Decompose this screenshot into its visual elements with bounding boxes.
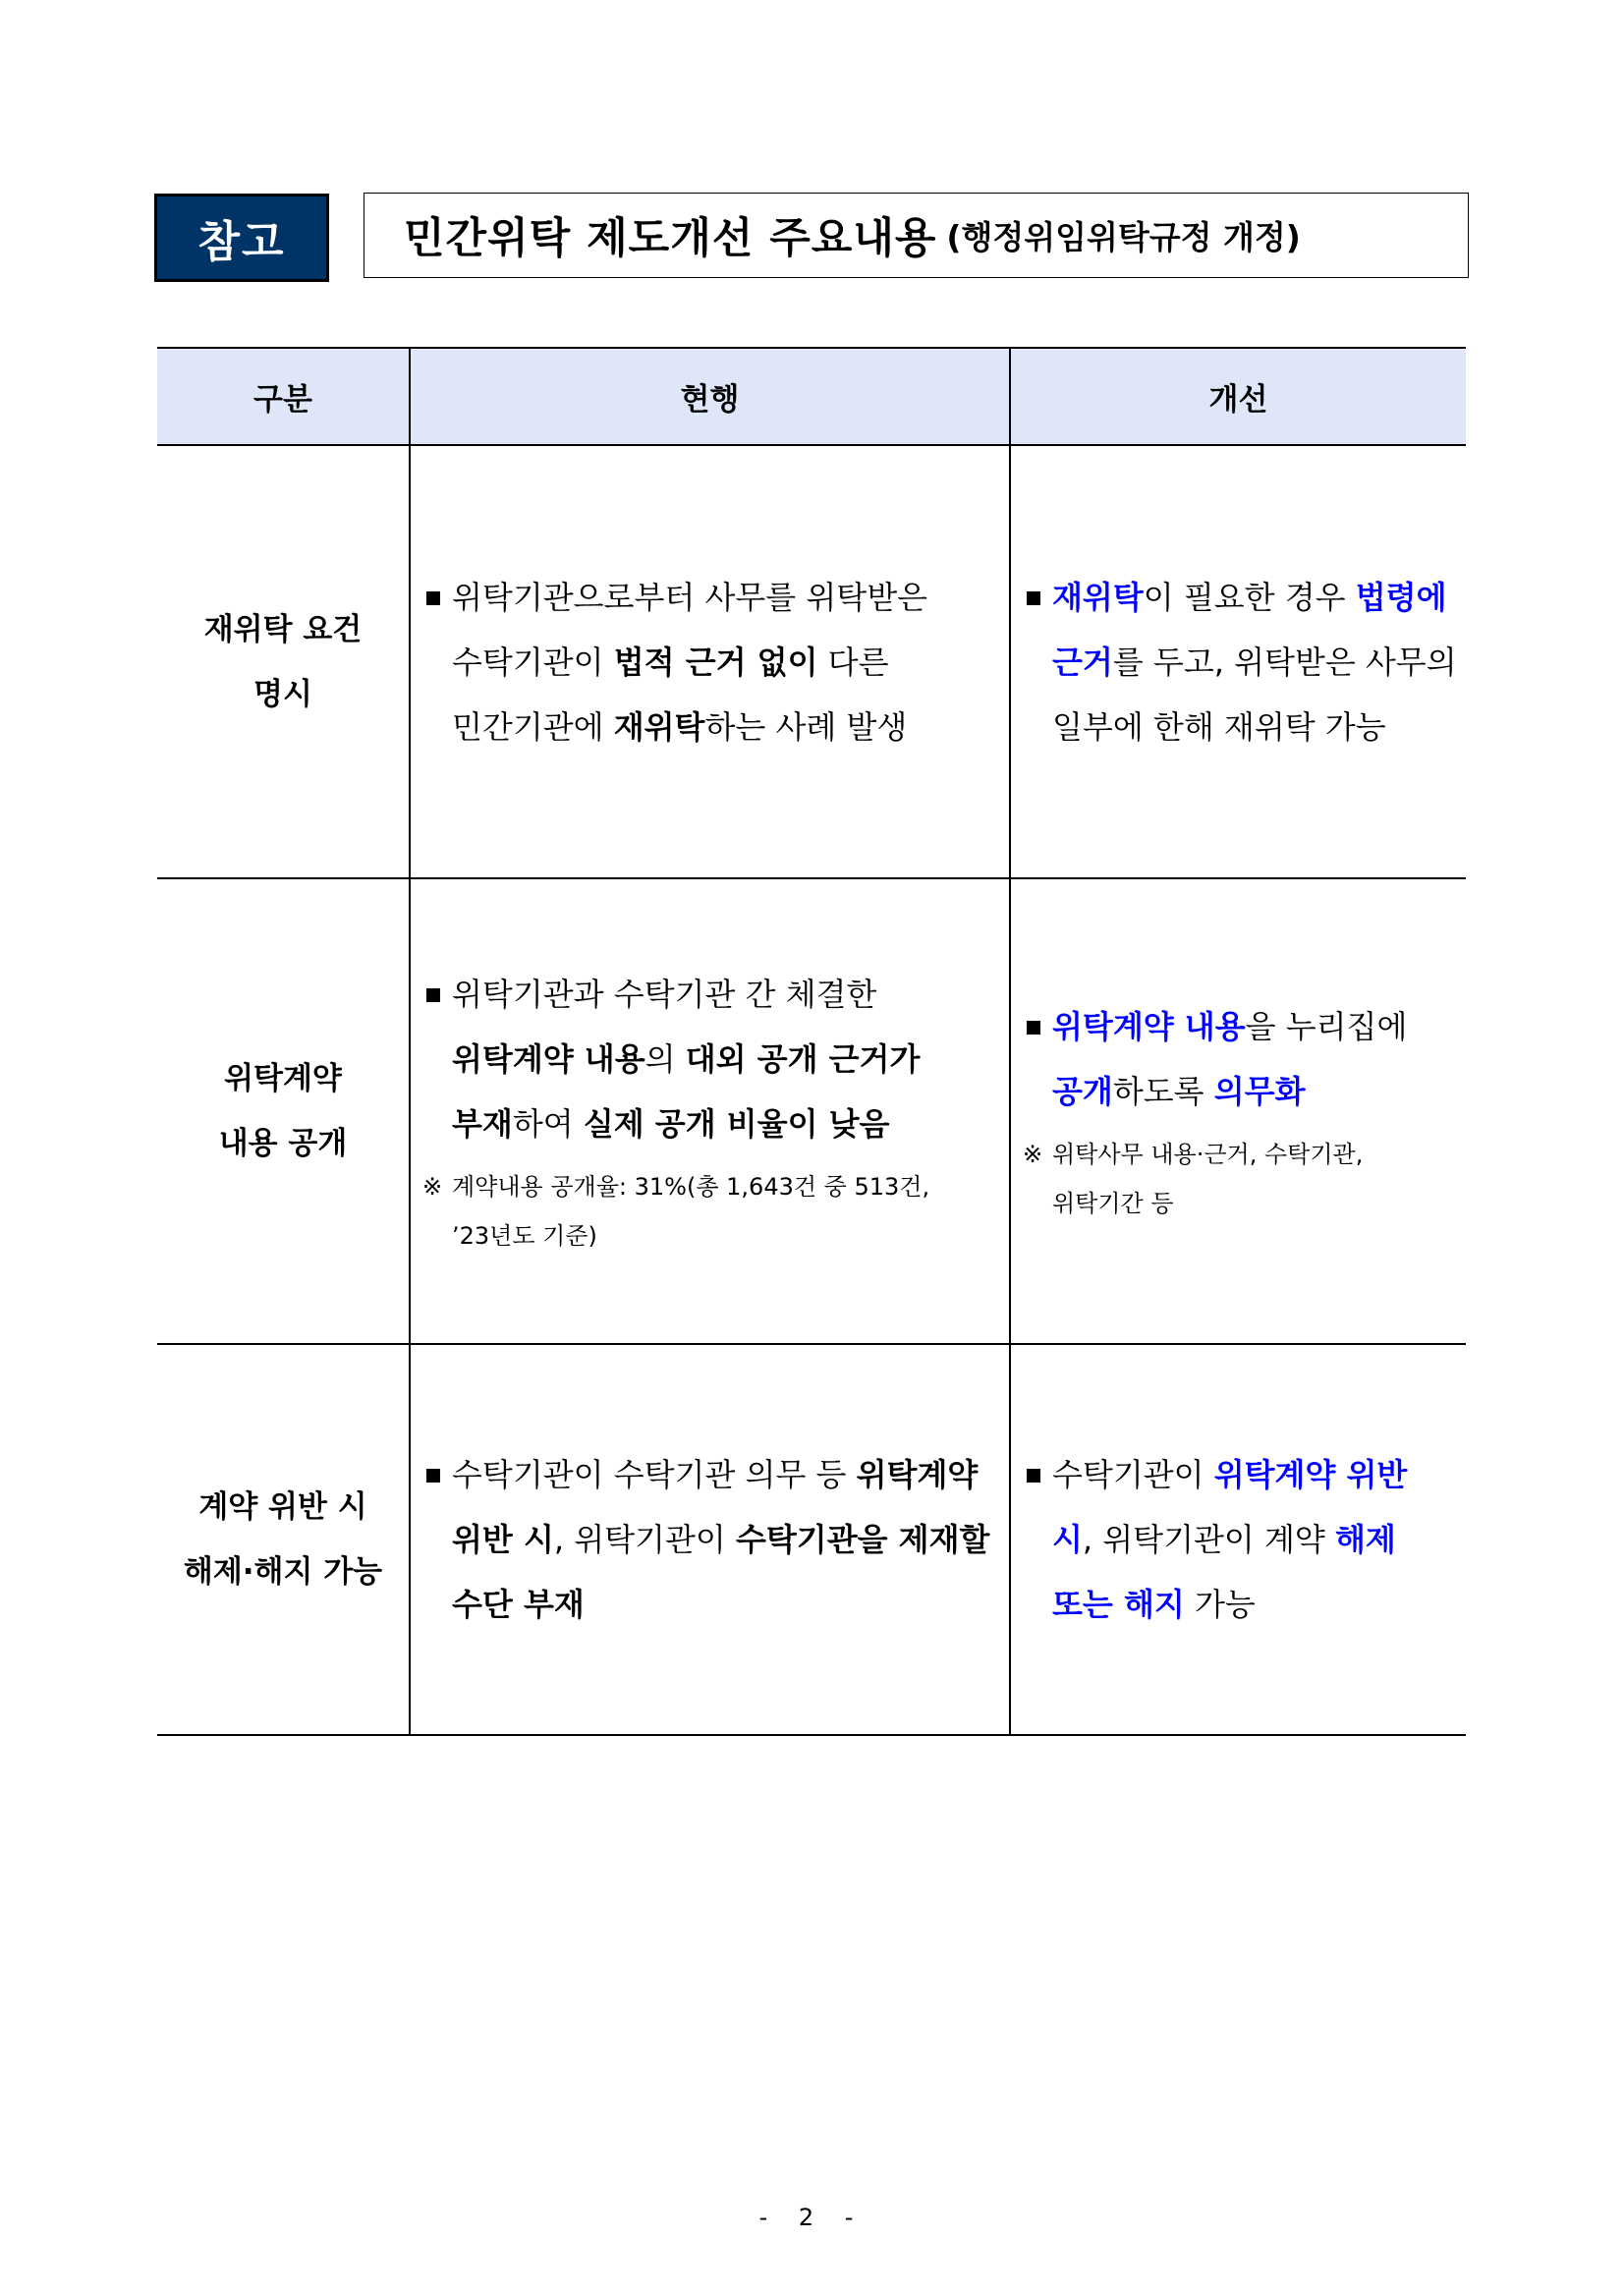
table-row bbox=[157, 878, 1466, 1344]
column-header-improved: 개선 bbox=[1010, 348, 1466, 445]
text-segment: 하는 사례 발생 bbox=[704, 707, 908, 746]
text-segment: 위탁기관으로부터 사무를 위탁받은 수탁기관이 bbox=[452, 578, 928, 681]
improved-bullet-text bbox=[1023, 565, 1458, 759]
column-header-category: 구분 bbox=[157, 348, 410, 445]
emphasis-segment: 수탁기관을 제재할 수단 부재 bbox=[452, 1521, 990, 1623]
row-category-cell bbox=[157, 445, 410, 878]
row-category-label bbox=[157, 597, 409, 727]
improved-bullet-text bbox=[1023, 994, 1458, 1124]
row-category-line: 위탁계약 bbox=[224, 1061, 342, 1096]
reference-mark-icon: ※ bbox=[1023, 1141, 1043, 1168]
improved-cell bbox=[1010, 1344, 1466, 1735]
emphasis-segment: 위탁계약 내용 bbox=[1052, 1008, 1246, 1045]
current-bullet-text bbox=[422, 1442, 1001, 1637]
table-row bbox=[157, 1344, 1466, 1735]
emphasis-segment: 의무화 bbox=[1213, 1073, 1306, 1110]
emphasis-segment: 법적 근거 없이 bbox=[613, 643, 818, 681]
text-segment: , 위탁기관이 bbox=[553, 1521, 736, 1558]
table-row bbox=[157, 445, 1466, 878]
improved-footnote bbox=[1023, 1130, 1458, 1228]
improved-bullet-text bbox=[1023, 1442, 1458, 1637]
reference-tag: 참고 bbox=[154, 194, 329, 282]
comparison-table bbox=[157, 347, 1466, 1736]
emphasis-segment: 해제 또는 해지 bbox=[1052, 1521, 1396, 1623]
emphasis-segment: 법령에 근거 bbox=[1052, 578, 1447, 681]
emphasis-segment: 재위탁 bbox=[1052, 578, 1144, 616]
text-segment: 다른 민간기관에 bbox=[452, 643, 889, 746]
row-category-label bbox=[157, 1046, 409, 1176]
improved-cell bbox=[1010, 445, 1466, 878]
row-category-label bbox=[157, 1475, 409, 1604]
current-footnote bbox=[422, 1162, 1001, 1260]
text-segment: 하도록 bbox=[1112, 1073, 1214, 1110]
emphasis-segment: 재위탁 bbox=[613, 707, 705, 746]
row-category-line: 내용 공개 bbox=[218, 1126, 348, 1161]
text-segment: 를 두고, 위탁받은 사무의 일부에 한해 재위탁 가능 bbox=[1052, 643, 1457, 746]
footnote-text: 계약내용 공개율: 31%(총 1,643건 중 513건, ’23년도 기준) bbox=[452, 1173, 930, 1250]
improved-cell bbox=[1010, 878, 1466, 1344]
emphasis-segment: 위탁계약 위반 시 bbox=[452, 1456, 979, 1558]
emphasis-segment: 대외 공개 근거가 부재 bbox=[452, 1040, 921, 1143]
emphasis-segment: 공개 bbox=[1052, 1073, 1113, 1110]
current-bullet-text bbox=[422, 565, 1001, 759]
text-segment: 하여 bbox=[512, 1105, 584, 1143]
row-category-cell bbox=[157, 878, 410, 1344]
current-cell bbox=[410, 1344, 1010, 1735]
emphasis-segment: 위탁계약 내용 bbox=[452, 1040, 645, 1078]
text-segment: 수탁기관이 수탁기관 의무 등 bbox=[452, 1456, 857, 1493]
text-segment: 수탁기관이 bbox=[1052, 1456, 1214, 1493]
page-subtitle: (행정위임위탁규정 개정) bbox=[946, 218, 1301, 256]
text-segment: 위탁기관과 수탁기관 간 체결한 bbox=[452, 976, 877, 1013]
footnote-text: 위탁사무 내용·근거, 수탁기관, 위탁기간 등 bbox=[1052, 1141, 1364, 1217]
row-category-line: 해제·해지 가능 bbox=[183, 1554, 383, 1590]
table-header-row bbox=[157, 348, 1466, 445]
text-segment: , 위탁기관이 계약 bbox=[1082, 1521, 1335, 1558]
page-number: - 2 - bbox=[758, 2204, 866, 2231]
row-category-line: 명시 bbox=[253, 676, 312, 712]
emphasis-segment: 위탁계약 위반 시 bbox=[1052, 1456, 1408, 1558]
current-cell bbox=[410, 445, 1010, 878]
reference-mark-icon: ※ bbox=[422, 1173, 443, 1201]
current-cell bbox=[410, 878, 1010, 1344]
column-header-current: 현행 bbox=[410, 348, 1010, 445]
row-category-line: 계약 위반 시 bbox=[198, 1489, 367, 1525]
page-title: 민간위탁 제도개선 주요내용 bbox=[404, 214, 937, 263]
text-segment: 을 누리집에 bbox=[1245, 1008, 1408, 1045]
row-category-line: 재위탁 요건 bbox=[203, 611, 363, 647]
row-category-cell bbox=[157, 1344, 410, 1735]
title-box bbox=[364, 193, 1469, 278]
text-segment: 의 bbox=[644, 1040, 686, 1078]
current-bullet-text bbox=[422, 962, 1001, 1156]
text-segment: 가능 bbox=[1184, 1586, 1256, 1623]
emphasis-segment: 실제 공개 비율이 낮음 bbox=[583, 1105, 890, 1143]
text-segment: 이 필요한 경우 bbox=[1143, 578, 1356, 616]
